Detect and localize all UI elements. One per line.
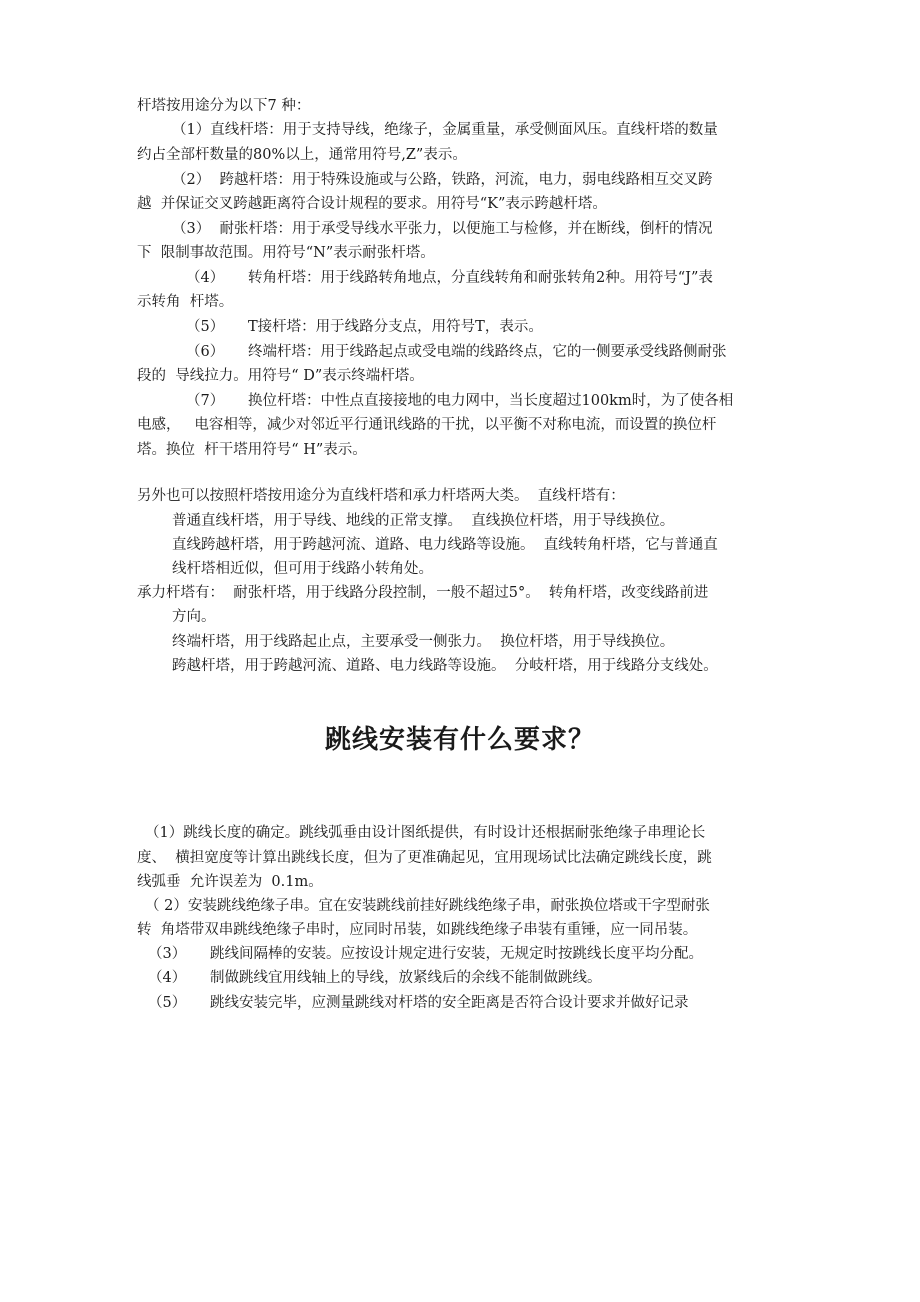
section1-intro: 杆塔按用途分为以下7 种： bbox=[137, 98, 311, 114]
item-number: （3） bbox=[172, 221, 211, 237]
item-number: （4） bbox=[186, 270, 225, 286]
item4-line2: 示转角 杆塔。 bbox=[137, 294, 234, 310]
jumper-line4: （ 2）安装跳线绝缘子串。宜在安装跳线前挂好跳线绝缘子串，耐张换位塔或干字型耐张 bbox=[145, 898, 710, 914]
item7-line1: （7） 换位杆塔：中性点直接接地的电力网中，当长度超过100km时，为了使各相 bbox=[186, 393, 734, 409]
item6-line1: （6） 终端杆塔：用于线路起点或受电端的线路终点，它的一侧要承受线路侧耐张 bbox=[186, 344, 727, 360]
item3-line2: 下 限制事故范围。用符号“N”表示耐张杆塔。 bbox=[137, 245, 435, 261]
item-number: （5） bbox=[148, 995, 187, 1011]
straight-line2: 直线跨越杆塔，用于跨越河流、道路、电力线路等设施。 直线转角杆塔，它与普通直 bbox=[172, 537, 718, 553]
section2-intro: 另外也可以按照杆塔按用途分为直线杆塔和承力杆塔两大类。 直线杆塔有： bbox=[137, 488, 625, 504]
jumper-line1: （1）跳线长度的确定。跳线弧垂由设计图纸提供，有时设计还根据耐张绝缘子串理论长 bbox=[145, 825, 706, 841]
item-number: （5） bbox=[186, 319, 225, 335]
item2-line1: （2） 跨越杆塔：用于特殊设施或与公路，铁路，河流，电力，弱电线路相互交叉跨 bbox=[172, 172, 713, 188]
item-number: （3） bbox=[148, 946, 187, 962]
jumper-item5: （5） 跳线安装完毕，应测量跳线对杆塔的安全距离是否符合设计要求并做好记录 bbox=[148, 995, 689, 1011]
item5-line1: （5） T接杆塔：用于线路分支点，用符号T，表示。 bbox=[186, 319, 543, 335]
item-number: （4） bbox=[148, 970, 187, 986]
jumper-item4: （4） 制做跳线宜用线轴上的导线，放紧线后的余线不能制做跳线。 bbox=[148, 970, 602, 986]
strain-line1: 方向。 bbox=[172, 609, 216, 625]
item2-line2: 越 并保证交叉跨越距离符合设计规程的要求。用符号“K”表示跨越杆塔。 bbox=[137, 196, 607, 212]
strain-intro: 承力杆塔有： 耐张杆塔，用于线路分段控制，一般不超过5°。 转角杆塔，改变线路前进 bbox=[137, 585, 709, 601]
item1-line1: （1）直线杆塔：用于支持导线，绝缘子，金属重量，承受侧面风压。直线杆塔的数量 bbox=[172, 122, 718, 138]
jumper-line2: 度、 横担宽度等计算出跳线长度，但为了更准确起见，宜用现场试比法确定跳线长度，跳 bbox=[137, 850, 712, 866]
item7-line2: 电感， 电容相等，减少对邻近平行通讯线路的干扰，以平衡不对称电流，而设置的换位杆 bbox=[137, 417, 717, 433]
page-heading: 跳线安装有什么要求？ bbox=[324, 725, 595, 755]
item-number: （6） bbox=[186, 344, 225, 360]
item1-line2: 约占全部杆数量的80%以上，通常用符号,Z”表示。 bbox=[137, 147, 467, 163]
item6-line2: 段的 导线拉力。用符号“ D”表示终端杆塔。 bbox=[137, 368, 424, 384]
straight-line3: 线杆塔相近似，但可用于线路小转角处。 bbox=[172, 561, 433, 577]
strain-line3: 跨越杆塔，用于跨越河流、道路、电力线路等设施。 分岐杆塔，用于线路分支线处。 bbox=[172, 658, 718, 674]
item-number: （1） bbox=[172, 122, 211, 138]
item-number: （2） bbox=[172, 172, 211, 188]
straight-line1: 普通直线杆塔，用于导线、地线的正常支撑。 直线换位杆塔，用于导线换位。 bbox=[172, 513, 675, 529]
jumper-item3: （3） 跳线间隔棒的安装。应按设计规定进行安装，无规定时按跳线长度平均分配。 bbox=[148, 946, 703, 962]
item4-line1: （4） 转角杆塔：用于线路转角地点，分直线转角和耐张转角2种。用符号“J”表 bbox=[186, 270, 713, 286]
strain-line2: 终端杆塔，用于线路起止点，主要承受一侧张力。 换位杆塔，用于导线换位。 bbox=[172, 634, 675, 650]
item3-line1: （3） 耐张杆塔：用于承受导线水平张力，以便施工与检修，并在断线，倒杆的情况 bbox=[172, 221, 713, 237]
item7-line3: 塔。换位 杆干塔用符号“ H”表示。 bbox=[137, 442, 367, 458]
jumper-line5: 转 角塔带双串跳线绝缘子串时，应同时吊装，如跳线绝缘子串装有重锤，应一同吊装。 bbox=[137, 922, 698, 938]
item-number: （7） bbox=[186, 393, 225, 409]
jumper-line3: 线弧垂 允许误差为 0.1m。 bbox=[137, 874, 323, 890]
